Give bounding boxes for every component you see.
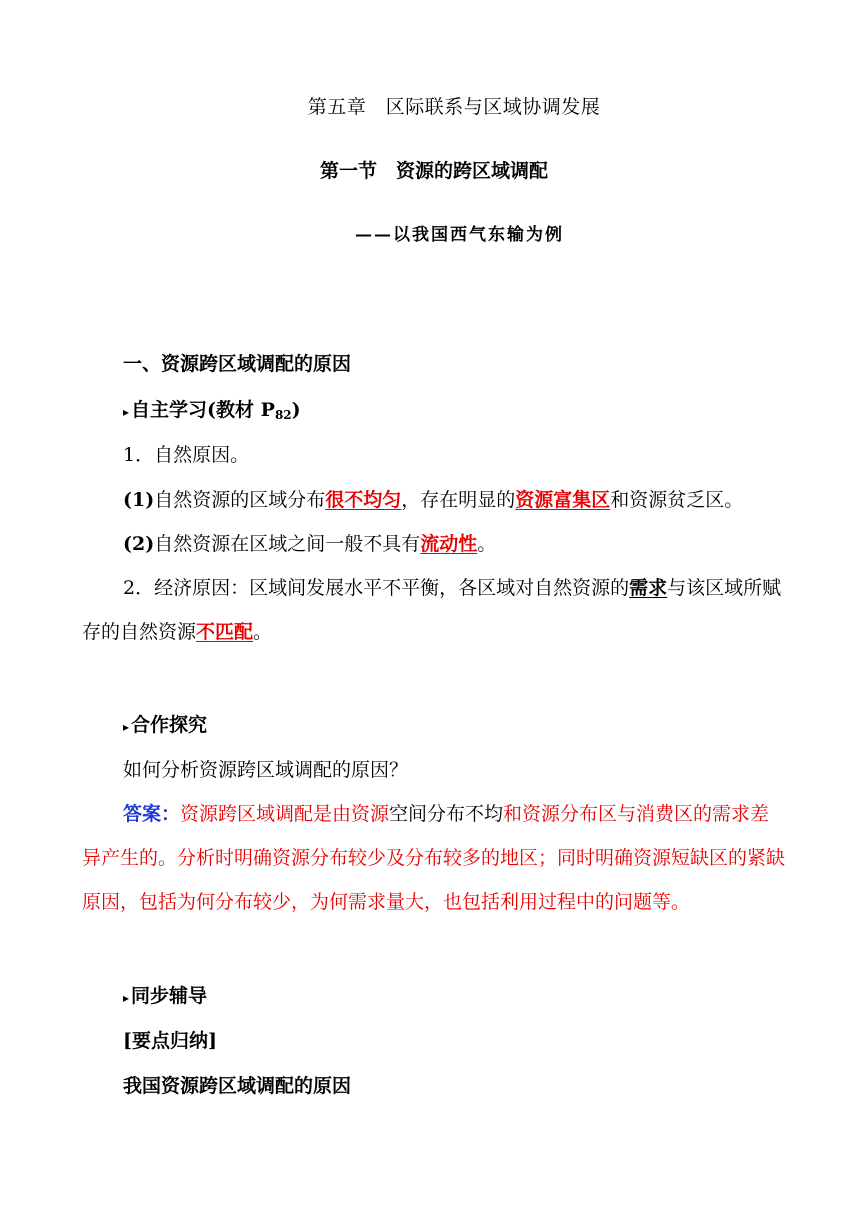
- item-1-2: [123, 531, 496, 557]
- item-1: 1．自然原因。: [123, 444, 250, 466]
- cooperate-answer: [82, 792, 788, 924]
- item-1-1-text-c: 和资源贫乏区。: [610, 489, 744, 511]
- cooperate-heading: [123, 712, 207, 740]
- answer-fill-mobility: 流动性: [420, 533, 478, 555]
- item-1-1: [123, 487, 743, 513]
- item-2-text-b: 与该区域所赋存的自然资源: [82, 577, 782, 643]
- answer-text-black: 空间分布不均: [389, 803, 504, 825]
- topic-heading: 我国资源跨区域调配的原因: [123, 1075, 352, 1097]
- triangle-bullet-icon: ▸: [123, 991, 130, 1005]
- cooperate-label: 合作探究: [131, 714, 208, 736]
- answer-fill-demand: 需求: [629, 577, 668, 599]
- item-1-1-text-b: ，存在明显的: [401, 489, 516, 511]
- triangle-bullet-icon: ▸: [123, 720, 130, 734]
- answer-text-b: 和资源分布区与消费区的需求差异产生的。分析时明确资源分布较少及分布较多的地区；同时明确资源短缺区的紧缺原因，包括为何分布较少，为何需求量大，也包括利用过程中的问题等。: [82, 803, 786, 913]
- answer-text-a: 资源跨区域调配是由资源: [180, 803, 390, 825]
- key-points-heading: [要点归纳]: [123, 1030, 217, 1052]
- item-1-2-number: (2): [123, 533, 155, 555]
- sync-label: 同步辅导: [131, 985, 208, 1007]
- answer-fill-uneven: 很不均匀: [325, 489, 402, 511]
- self-study-heading: [123, 397, 301, 428]
- item-2-text-c: 。: [253, 621, 273, 643]
- item-1-2-text-b: 。: [477, 533, 497, 555]
- self-study-label: 自主学习(教材 P: [131, 399, 275, 421]
- self-study-close: ): [291, 399, 301, 421]
- chapter-title: 第五章 区际联系与区域协调发展: [307, 96, 601, 118]
- answer-label: 答案：: [123, 803, 181, 825]
- sync-heading: [123, 983, 207, 1011]
- item-1-2-text-a: 自然资源在区域之间一般不具有: [154, 533, 421, 555]
- triangle-bullet-icon: ▸: [123, 405, 130, 419]
- answer-fill-mismatch: 不匹配: [196, 621, 254, 643]
- section-title: 第一节 资源的跨区域调配: [319, 160, 548, 182]
- item-1-1-text-a: 自然资源的区域分布: [154, 489, 326, 511]
- cooperate-question: 如何分析资源跨区域调配的原因？: [123, 759, 409, 781]
- part1-heading: 一、资源跨区域调配的原因: [123, 353, 352, 375]
- subtitle: ——以我国西气东输为例: [355, 225, 564, 245]
- item-2: [82, 566, 788, 654]
- item-2-text-a: 2．经济原因：区域间发展水平不平衡，各区域对自然资源的: [123, 577, 630, 599]
- page-subscript: 82: [274, 408, 292, 422]
- item-1-1-number: (1): [123, 489, 155, 511]
- answer-fill-rich-area: 资源富集区: [515, 489, 611, 511]
